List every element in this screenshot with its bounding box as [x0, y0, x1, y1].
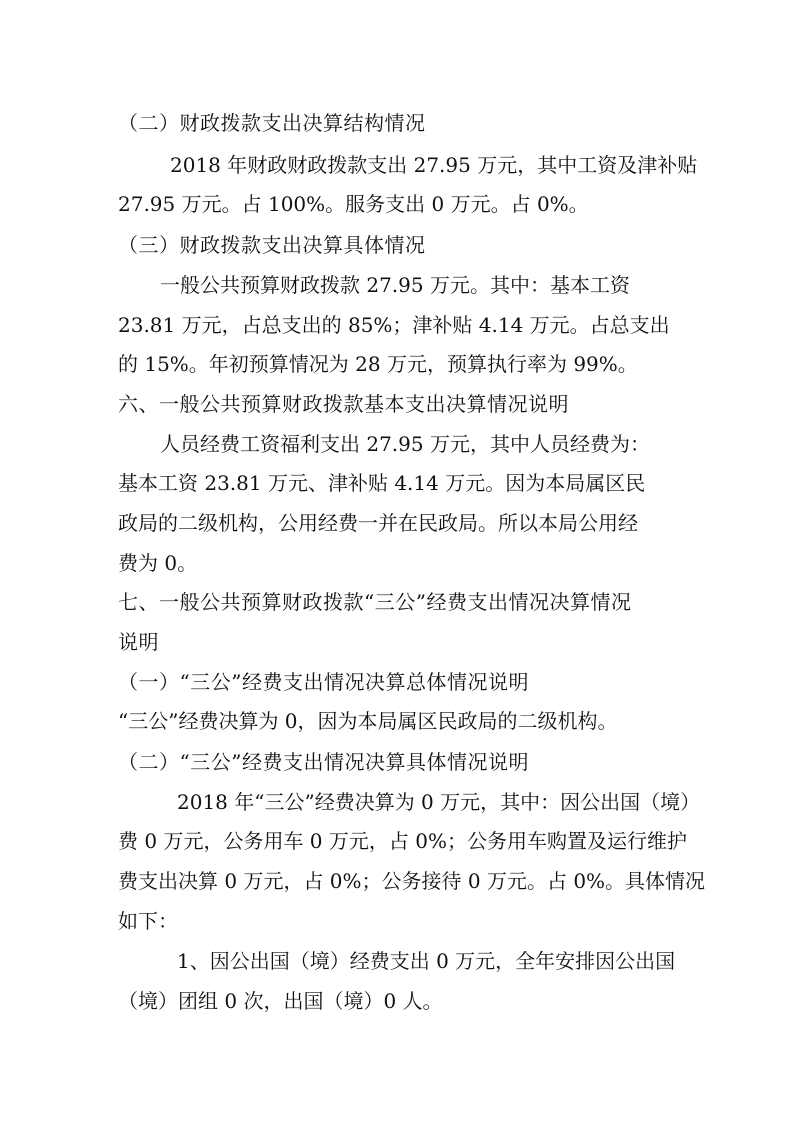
- paragraph-line: 基本工资 23.81 万元、津补贴 4.14 万元。因为本局属区民: [118, 471, 646, 495]
- paragraph-line: 费 0 万元，公务用车 0 万元，占 0%；公务用车购置及运行维护: [118, 829, 687, 853]
- paragraph-line: 23.81 万元，占总支出的 85%；津补贴 4.14 万元。占总支出: [118, 313, 670, 337]
- paragraph-line: 1、因公出国（境）经费支出 0 万元，全年安排因公出国: [177, 949, 676, 973]
- paragraph-line: 政局的二级机构，公用经费一并在民政局。所以本局公用经: [118, 511, 638, 535]
- section-heading-7-cont: 说明: [118, 630, 159, 654]
- subsection-heading-2: （二）“三公”经费支出情况决算具体情况说明: [118, 750, 529, 774]
- paragraph-line: 费支出决算 0 万元，占 0%；公务接待 0 万元。占 0%。具体情况: [118, 869, 706, 893]
- section-heading-2: （二）财政拨款支出决算结构情况: [118, 111, 426, 135]
- paragraph-line: 人员经费工资福利支出 27.95 万元，其中人员经费为：: [160, 432, 650, 456]
- paragraph-line: “三公”经费决算为 0，因为本局属区民政局的二级机构。: [118, 709, 618, 733]
- paragraph-line: 一般公共预算财政拨款 27.95 万元。其中：基本工资: [160, 273, 630, 297]
- section-heading-6: 六、一般公共预算财政拨款基本支出决算情况说明: [118, 392, 569, 416]
- paragraph-line: 27.95 万元。占 100%。服务支出 0 万元。占 0%。: [118, 192, 589, 216]
- paragraph-line: 费为 0。: [118, 551, 198, 575]
- section-heading-7: 七、一般公共预算财政拨款“三公”经费支出情况决算情况: [118, 590, 632, 614]
- paragraph-line: （境）团组 0 次，出国（境）0 人。: [118, 989, 443, 1013]
- subsection-heading-1: （一）“三公”经费支出情况决算总体情况说明: [118, 670, 529, 694]
- paragraph-line: 的 15%。年初预算情况为 28 万元，预算执行率为 99%。: [118, 352, 638, 376]
- paragraph-line: 2018 年“三公”经费决算为 0 万元，其中：因公出国（境）: [177, 790, 701, 814]
- paragraph-line: 如下：: [118, 909, 178, 933]
- section-heading-3: （三）财政拨款支出决算具体情况: [118, 233, 426, 257]
- paragraph-line: 2018 年财政财政拨款支出 27.95 万元，其中工资及津补贴: [170, 153, 698, 177]
